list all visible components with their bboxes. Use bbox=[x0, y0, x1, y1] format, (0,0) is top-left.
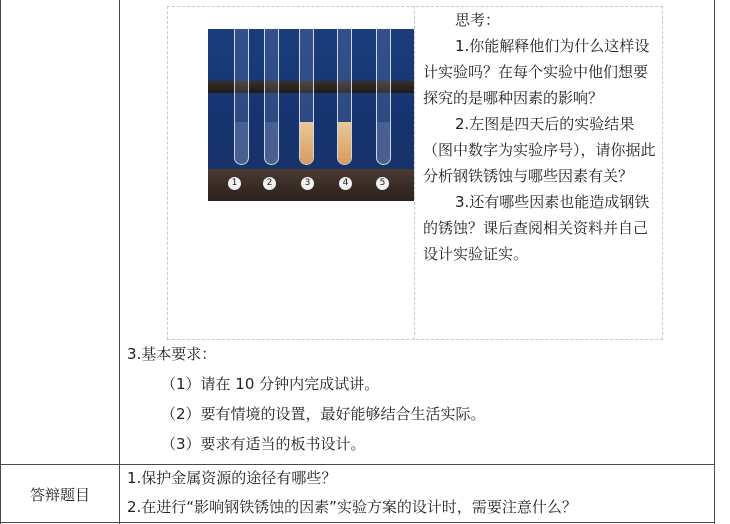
test-tube-5 bbox=[376, 29, 391, 165]
thinking-title: 思考： bbox=[455, 11, 501, 29]
tube-number-5: 5 bbox=[376, 177, 389, 190]
thinking-question-2: 2.左图是四天后的实验结果（图中数字为实验序号），请你据此分析钢铁锈蚀与哪些因素有关？ bbox=[423, 115, 656, 185]
defense-question-1: 1.保护金属资源的途径有哪些？ bbox=[127, 469, 337, 487]
defense-question-2: 2.在进行“影响钢铁锈蚀的因素”实验方案的设计时，需要注意什么？ bbox=[127, 498, 577, 516]
tube-number-3: 3 bbox=[301, 177, 314, 190]
test-tube-1 bbox=[234, 29, 249, 165]
test-tube-3 bbox=[299, 29, 314, 165]
defense-label: 答辩题目 bbox=[29, 485, 90, 504]
table-border-bottom bbox=[0, 522, 715, 523]
table-border-right bbox=[714, 0, 715, 524]
requirements-heading: 3.基本要求： bbox=[127, 345, 217, 363]
requirement-item-2: （2）要有情境的设置，最好能够结合生活实际。 bbox=[161, 405, 486, 423]
test-tube-2 bbox=[264, 29, 279, 165]
requirement-item-3: （3）要求有适当的板书设计。 bbox=[161, 435, 366, 453]
test-tube-4 bbox=[337, 29, 352, 165]
thinking-section bbox=[423, 7, 661, 267]
thinking-question-1: 1.你能解释他们为什么这样设计实验吗？在每个实验中他们想要探究的是哪种因素的影响？ bbox=[423, 37, 650, 107]
table-column-divider bbox=[119, 0, 120, 524]
tube-number-1: 1 bbox=[228, 177, 241, 190]
experiment-photo bbox=[208, 29, 414, 201]
table-border-left bbox=[0, 0, 1, 524]
tube-number-2: 2 bbox=[263, 177, 276, 190]
inner-table-divider bbox=[414, 6, 415, 340]
requirement-item-1: （1）请在 10 分钟内完成试讲。 bbox=[161, 375, 380, 393]
table-row-divider bbox=[0, 464, 715, 465]
thinking-question-3: 3.还有哪些因素也能造成钢铁的锈蚀？课后查阅相关资料并自己设计实验证实。 bbox=[423, 193, 650, 263]
tube-number-4: 4 bbox=[339, 177, 352, 190]
